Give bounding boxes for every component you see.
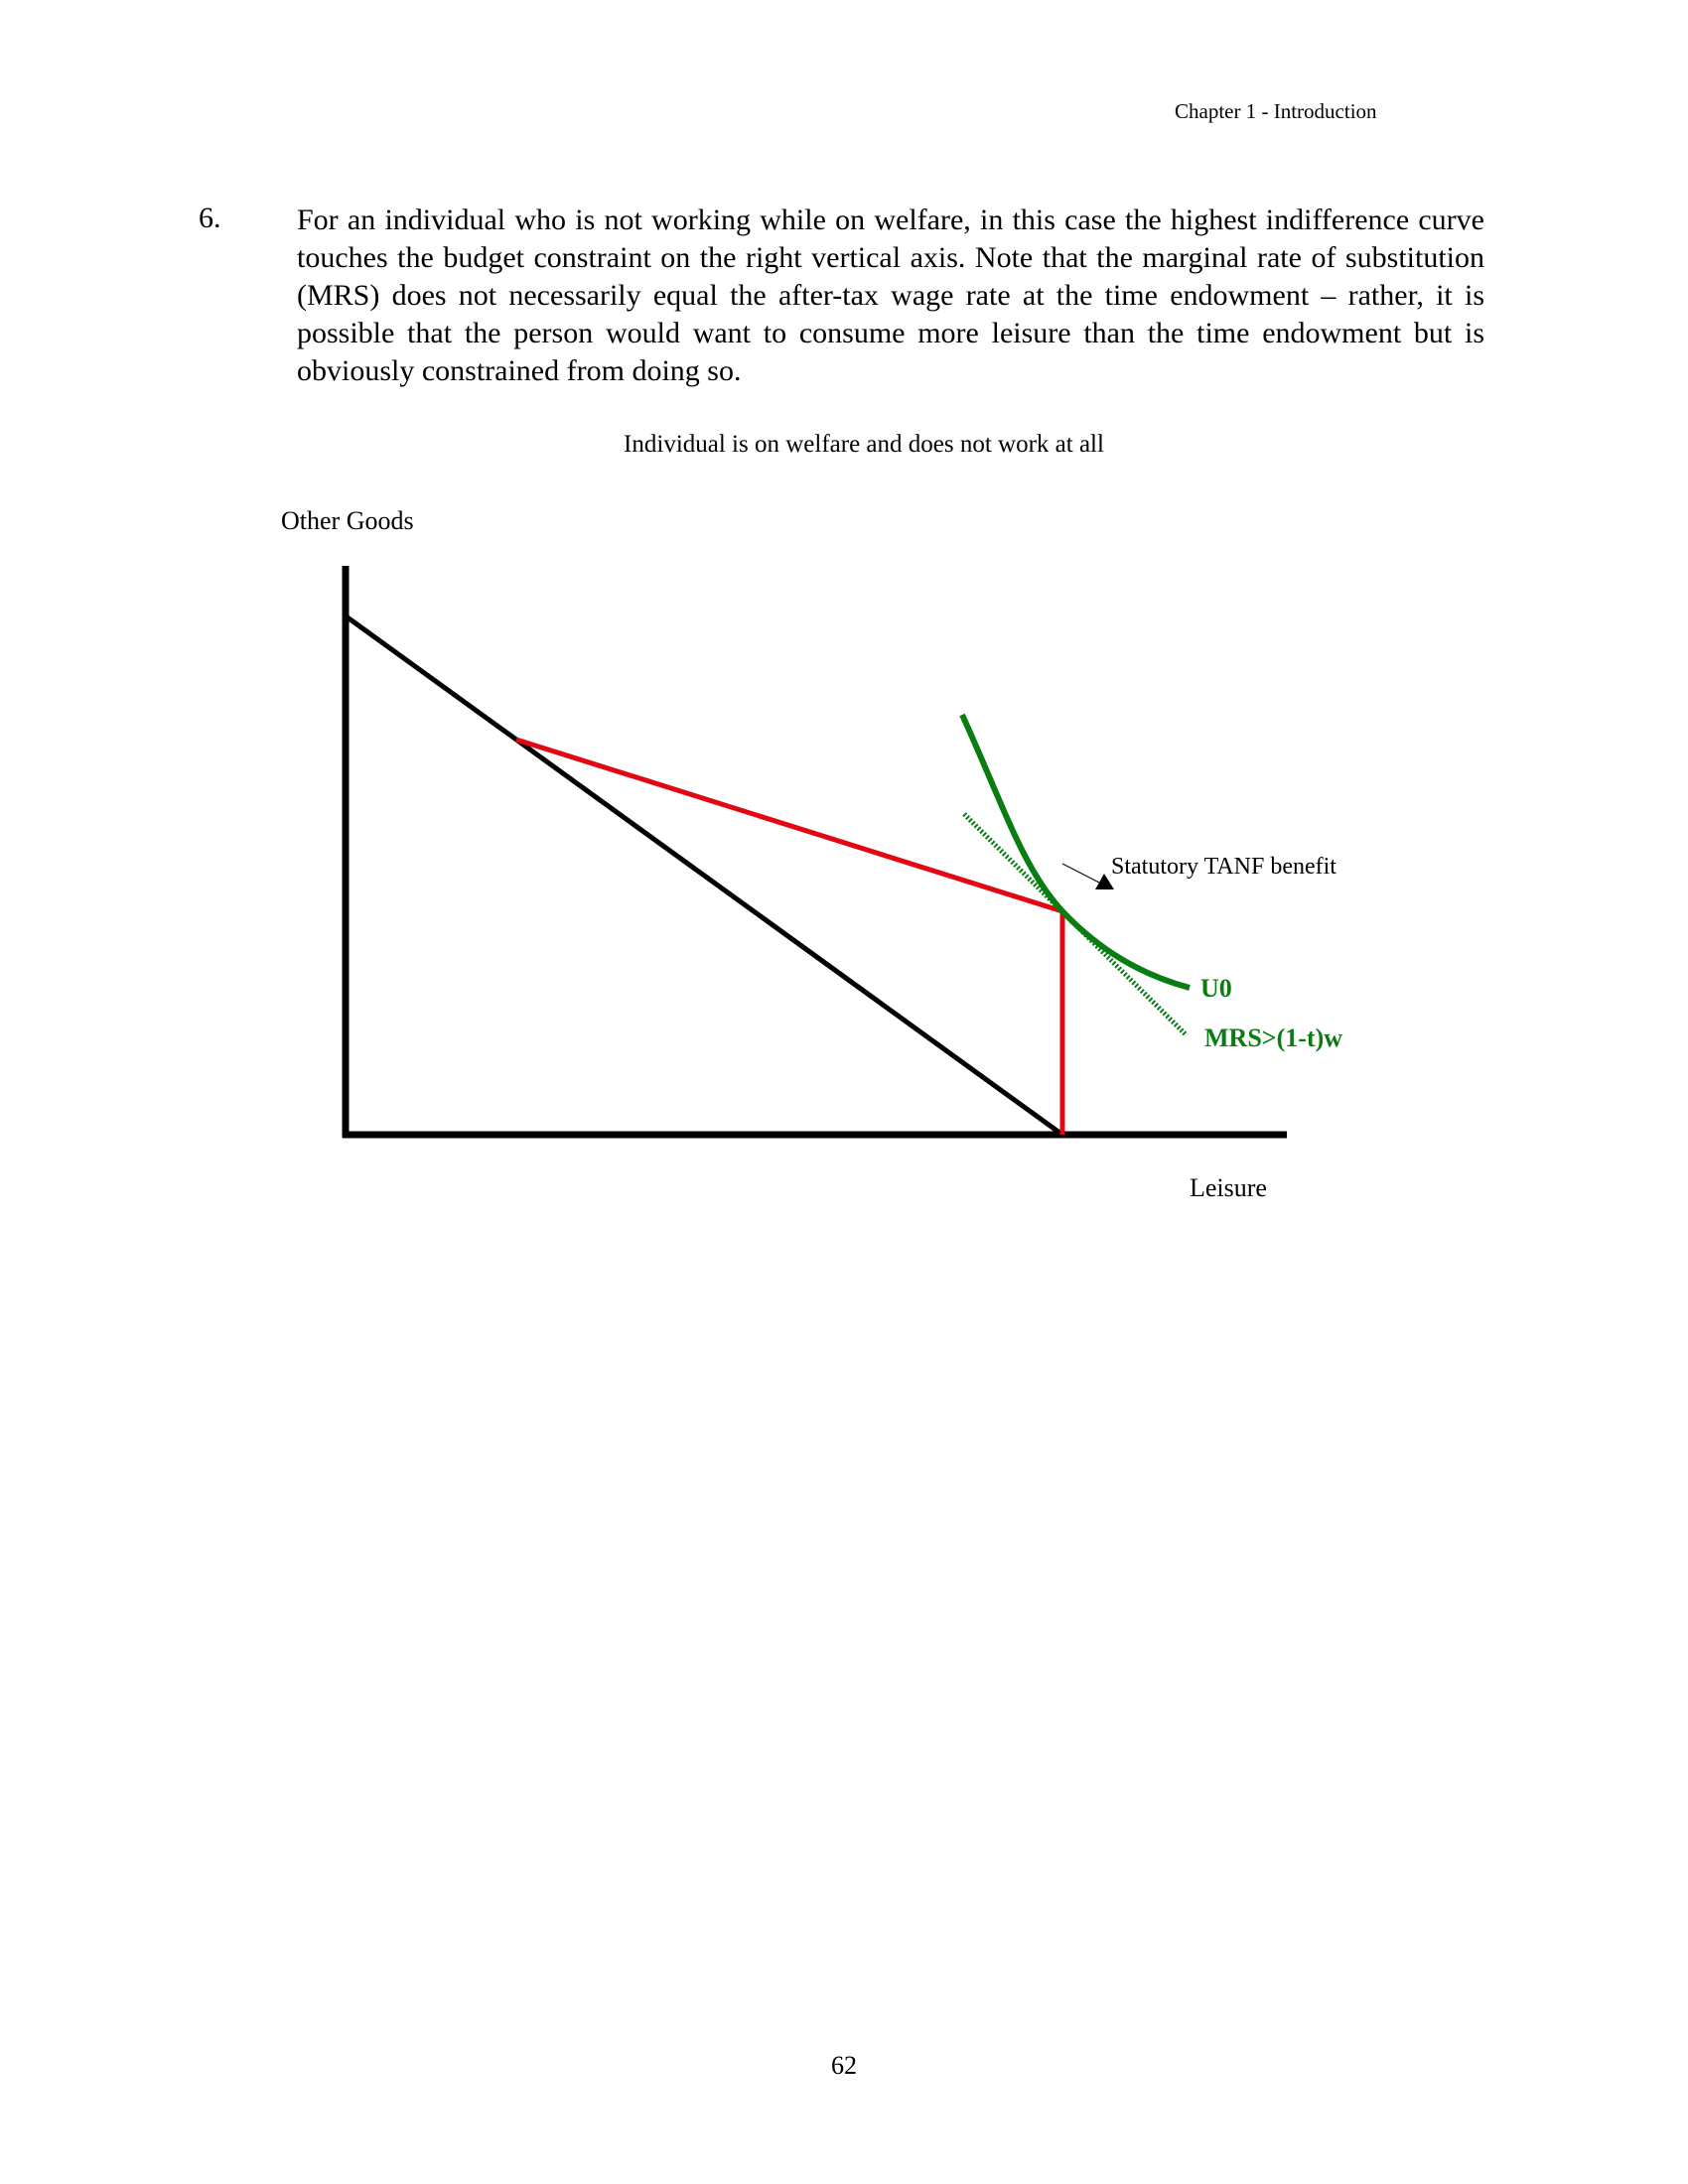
annotation-leader-line [1062,864,1099,883]
running-header: Chapter 1 - Introduction [1175,99,1377,123]
item-paragraph: For an individual who is not working while on welfare, in this case the highest indifference curve touches the budget constraint on the right vertical axis. Note that the marginal rate of substitution (MRS) does not necessarily equal the after-tax wage rate at the time endowment – rather, it is possible that the person would want to consume more leisure than the time endowment but is obviously constrained from doing so. [297,204,1484,387]
tanf-annotation: Statutory TANF benefit [1111,854,1336,880]
figure-caption: Individual is on welfare and does not work at all [624,431,1104,458]
page-number: 62 [831,2051,857,2080]
y-axis-label: Other Goods [281,506,414,535]
mrs-label: MRS>(1-t)w [1204,1024,1343,1052]
item-number: 6. [199,202,221,234]
indifference-curve-u0 [962,715,1190,988]
u0-label: U0 [1200,974,1232,1003]
x-axis-label: Leisure [1190,1173,1267,1202]
